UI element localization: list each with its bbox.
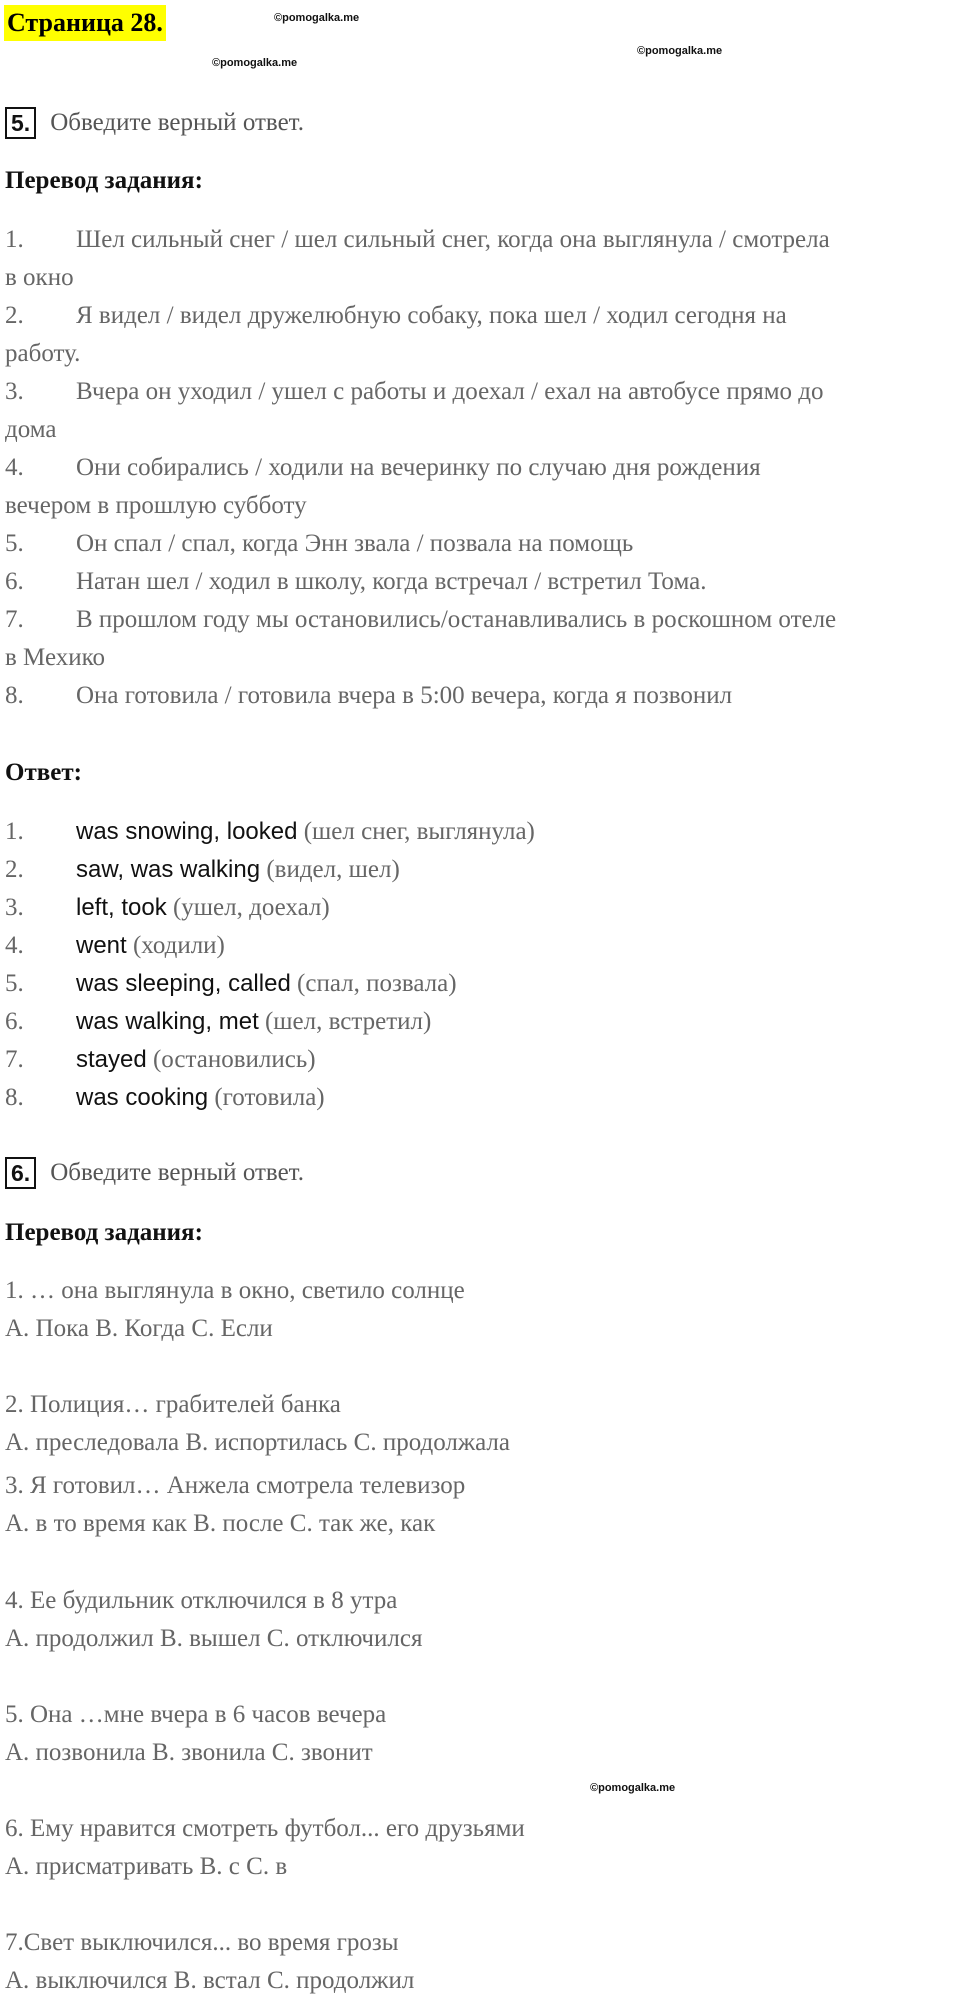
answer-line: 8. was cooking (готовила) bbox=[5, 1084, 325, 1111]
options-line: А. позвонила В. звонила С. звонит bbox=[5, 1739, 373, 1766]
translation-line: 6. Натан шел / ходил в школу, когда встречал / встретил Тома. bbox=[5, 568, 707, 595]
translation-line: дома bbox=[5, 416, 57, 443]
options-line: А. присматривать В. с С. в bbox=[5, 1853, 288, 1880]
translation-line: в окно bbox=[5, 264, 74, 291]
page-title: Страница 28. bbox=[4, 5, 166, 41]
answer-heading: Ответ: bbox=[5, 759, 82, 786]
answer-line: 1. was snowing, looked (шел снег, выглянула) bbox=[5, 818, 535, 845]
options-line: А. продолжил В. вышел С. отключился bbox=[5, 1625, 423, 1652]
answer-line: 6. was walking, met (шел, встретил) bbox=[5, 1008, 432, 1035]
answer-line: 3. left, took (ушел, доехал) bbox=[5, 894, 330, 921]
options-line: А. в то время как В. после С. так же, как bbox=[5, 1510, 436, 1537]
options-line: А. Пока В. Когда С. Если bbox=[5, 1315, 273, 1342]
translation-line: 2. Я видел / видел дружелюбную собаку, пока шел / ходил сегодня на bbox=[5, 302, 787, 329]
question-line: 1. … она выглянула в окно, светило солнце bbox=[5, 1277, 465, 1304]
question-line: 5. Она …мне вчера в 6 часов вечера bbox=[5, 1701, 387, 1728]
task-number-badge: 6. bbox=[5, 1157, 36, 1189]
answer-line: 5. was sleeping, called (спал, позвала) bbox=[5, 970, 457, 997]
translation-line: 4. Они собирались / ходили на вечеринку по случаю дня рождения bbox=[5, 454, 761, 481]
translation-heading: Перевод задания: bbox=[5, 1219, 203, 1246]
answer-line: 7. stayed (остановились) bbox=[5, 1046, 316, 1073]
task-number-badge: 5. bbox=[5, 107, 36, 139]
translation-line: 3. Вчера он уходил / ушел с работы и доехал / ехал на автобусе прямо до bbox=[5, 378, 824, 405]
watermark: ©pomogalka.me bbox=[590, 1782, 676, 1794]
answer-line: 2. saw, was walking (видел, шел) bbox=[5, 856, 400, 883]
translation-line: 1. Шел сильный снег / шел сильный снег, когда она выглянула / смотрела bbox=[5, 226, 830, 253]
question-line: 3. Я готовил… Анжела смотрела телевизор bbox=[5, 1472, 466, 1499]
task-instruction: Обведите верный ответ. bbox=[50, 109, 304, 136]
question-line: 6. Ему нравится смотреть футбол... его друзьями bbox=[5, 1815, 525, 1842]
answer-line: 4. went (ходили) bbox=[5, 932, 225, 959]
translation-line: работу. bbox=[5, 340, 81, 367]
task5-header bbox=[5, 107, 304, 139]
translation-line: в Мехико bbox=[5, 644, 105, 671]
question-line: 2. Полиция… грабителей банка bbox=[5, 1391, 341, 1418]
task6-header bbox=[5, 1157, 304, 1189]
question-line: 7.Свет выключился... во время грозы bbox=[5, 1929, 399, 1956]
watermark: ©pomogalka.me bbox=[212, 57, 298, 69]
task-instruction: Обведите верный ответ. bbox=[50, 1159, 304, 1186]
question-line: 4. Ее будильник отключился в 8 утра bbox=[5, 1587, 398, 1614]
translation-line: вечером в прошлую субботу bbox=[5, 492, 307, 519]
options-line: А. выключился В. встал С. продолжил bbox=[5, 1967, 415, 1994]
watermark: ©pomogalka.me bbox=[274, 12, 360, 24]
translation-line: 8. Она готовила / готовила вчера в 5:00 вечера, когда я позвонил bbox=[5, 682, 733, 709]
watermark: ©pomogalka.me bbox=[637, 45, 723, 57]
options-line: А. преследовала В. испортилась С. продолжала bbox=[5, 1429, 511, 1456]
translation-line: 5. Он спал / спал, когда Энн звала / позвала на помощь bbox=[5, 530, 634, 557]
translation-heading: Перевод задания: bbox=[5, 167, 203, 194]
translation-line: 7. В прошлом году мы остановились/останавливались в роскошном отеле bbox=[5, 606, 837, 633]
